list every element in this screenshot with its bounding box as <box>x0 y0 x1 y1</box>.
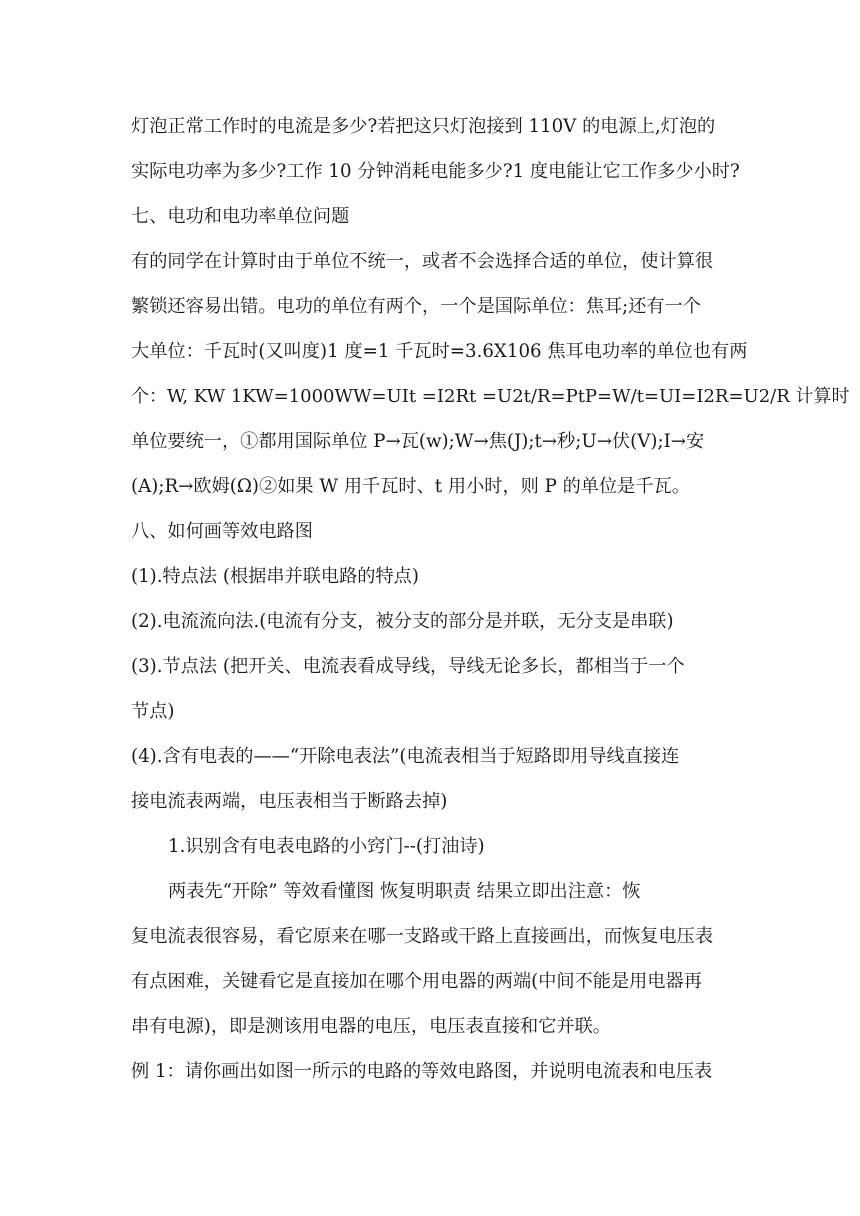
section-heading: 八、如何画等效电路图 <box>131 521 313 542</box>
text-line: 节点) <box>131 701 175 722</box>
text-line: 有的同学在计算时由于单位不统一，或者不会选择合适的单位，使计算很 <box>131 251 714 272</box>
text-line: 个：W, KW 1KW=1000WW=UIt =I2Rt =U2t/R=PtP=W/t=UI=I2R=U2/R 计算时 <box>131 386 850 407</box>
text-line: 灯泡正常工作时的电流是多少?若把这只灯泡接到 110V 的电源上,灯泡的 <box>131 116 716 137</box>
text-line: 繁锁还容易出错。电功的单位有两个，一个是国际单位：焦耳;还有一个 <box>131 296 701 317</box>
text-line: 实际电功率为多少?工作 10 分钟消耗电能多少?1 度电能让它工作多少小时? <box>131 161 740 182</box>
section-heading: 七、电功和电功率单位问题 <box>131 206 350 227</box>
text-line: 复电流表很容易，看它原来在哪一支路或干路上直接画出，而恢复电压表 <box>131 926 714 947</box>
list-item: (1).特点法 (根据串并联电路的特点) <box>131 566 419 587</box>
list-item: (2).电流流向法.(电流有分支，被分支的部分是并联，无分支是串联) <box>131 611 674 632</box>
list-item: (4).含有电表的——“开除电表法”(电流表相当于短路即用导线直接连 <box>131 746 680 767</box>
example-line: 例 1：请你画出如图一所示的电路的等效电路图，并说明电流表和电压表 <box>131 1061 713 1082</box>
text-line: 两表先“开除” 等效看懂图 恢复明职责 结果立即出注意：恢 <box>168 881 641 902</box>
text-line: 有点困难，关键看它是直接加在哪个用电器的两端(中间不能是用电器再 <box>131 971 702 992</box>
text-line: 大单位：千瓦时(又叫度)1 度=1 千瓦时=3.6X106 焦耳电功率的单位也有两 <box>131 341 748 362</box>
text-line: 串有电源)，即是测该用电器的电压，电压表直接和它并联。 <box>131 1016 611 1037</box>
text-line: 单位要统一，①都用国际单位 P→瓦(w);W→焦(J);t→秒;U→伏(V);I→安 <box>131 431 705 452</box>
text-line: (A);R→欧姆(Ω)②如果 W 用千瓦时、t 用小时，则 P 的单位是千瓦。 <box>131 476 690 497</box>
list-item: (3).节点法 (把开关、电流表看成导线，导线无论多长，都相当于一个 <box>131 656 685 677</box>
subheading: 1.识别含有电表电路的小窍门--(打油诗) <box>168 836 485 857</box>
text-line: 接电流表两端，电压表相当于断路去掉) <box>131 791 448 812</box>
